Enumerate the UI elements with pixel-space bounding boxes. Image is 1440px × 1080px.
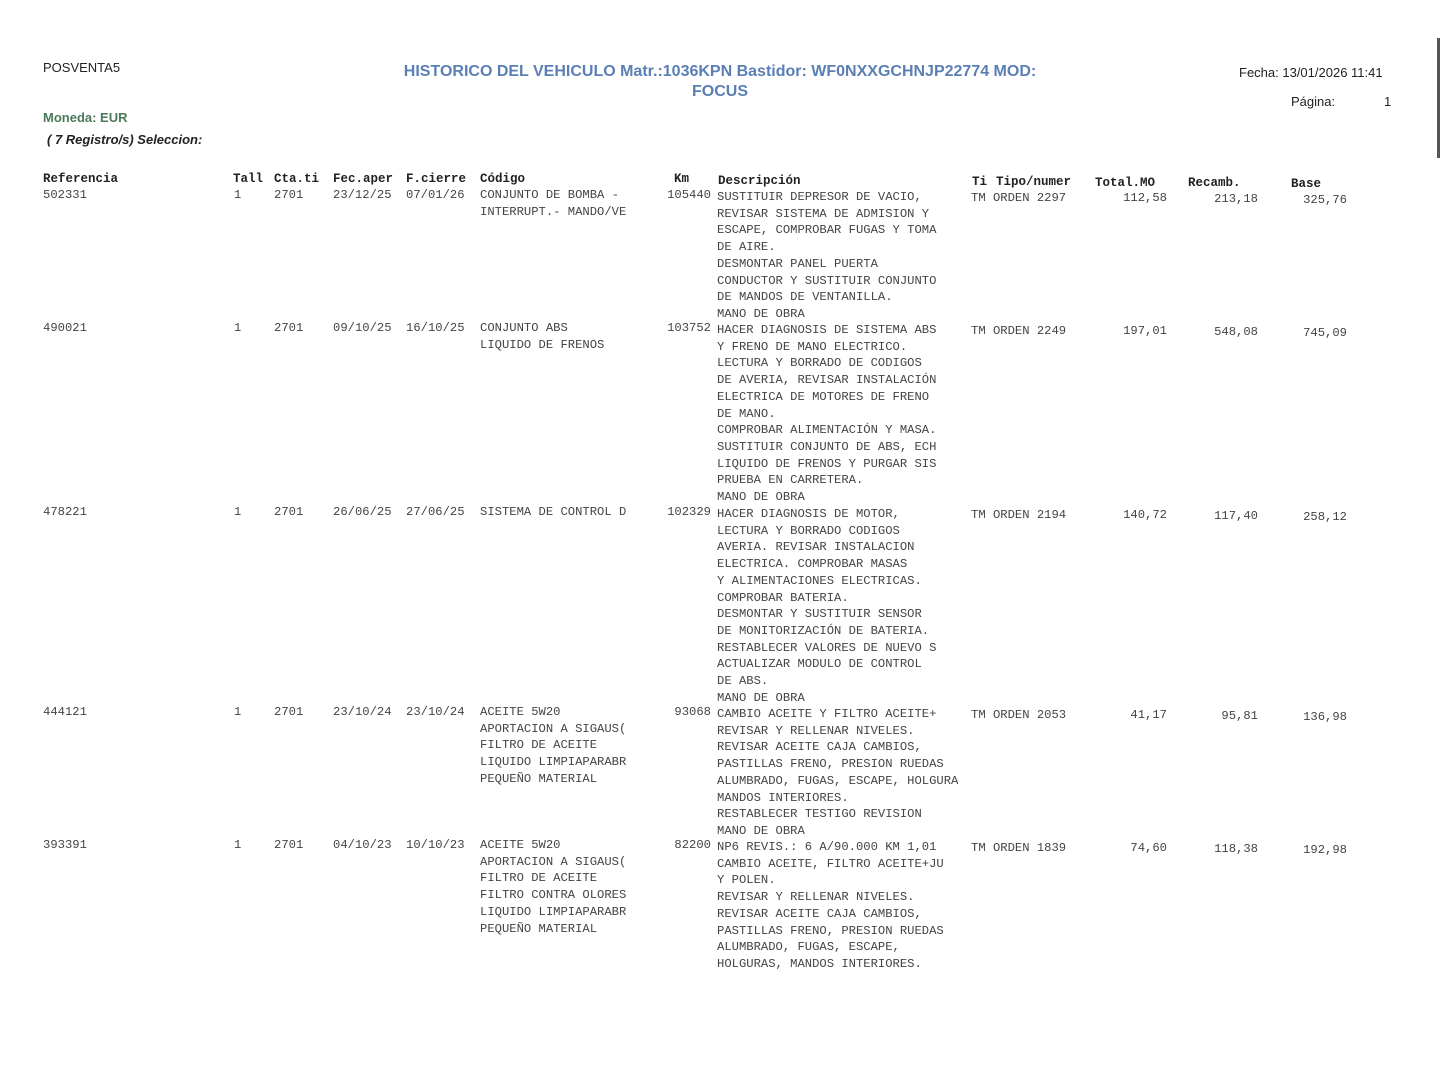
cell-descripcion-line: Y POLEN. [717, 873, 776, 888]
col-header-descripcion: Descripción [718, 174, 801, 188]
cell-descripcion-line: MANO DE OBRA [717, 490, 805, 504]
cell-referencia: 393391 [43, 838, 87, 852]
cell-ctati: 2701 [274, 505, 304, 519]
cell-descripcion-line: CONDUCTOR Y SUSTITUIR CONJUNTO [717, 273, 937, 288]
cell-descripcion-line: REVISAR ACEITE CAJA CAMBIOS, [717, 906, 922, 921]
cell-descripcion-line: ESCAPE, COMPROBAR FUGAS Y TOMA [717, 223, 937, 238]
cell-descripcion-line: RESTABLECER TESTIGO REVISION [717, 807, 922, 822]
cell-descripcion-line: HOLGURAS, MANDOS INTERIORES. [717, 956, 922, 971]
cell-descripcion-line: CAMBIO ACEITE, FILTRO ACEITE+JU [717, 856, 944, 871]
cell-tall: 1 [234, 505, 242, 519]
col-header-km: Km [674, 172, 690, 186]
cell-base: 745,09 [1303, 326, 1347, 340]
cell-ctati: 2701 [274, 838, 304, 852]
cell-km: 105440 [667, 188, 711, 202]
cell-fcierre: 23/10/24 [406, 705, 465, 719]
cell-descripcion-line: MANO DE OBRA [717, 690, 805, 705]
cell-tall: 1 [234, 321, 242, 335]
cell-descripcion-line: MANO DE OBRA [717, 306, 805, 321]
cell-descripcion-line: AVERIA. REVISAR INSTALACION [717, 540, 915, 555]
cell-recamb: 95,81 [1221, 709, 1258, 723]
cell-codigo-line: SISTEMA DE CONTROL D [480, 505, 627, 519]
cell-tipo: TM ORDEN 2194 [971, 508, 1067, 522]
report-date: Fecha: 13/01/2026 11:41 [1239, 65, 1383, 80]
cell-codigo-line: LIQUIDO LIMPIAPARABR [480, 755, 627, 770]
cell-fcierre: 16/10/25 [406, 321, 465, 335]
cell-recamb: 548,08 [1214, 325, 1258, 339]
cell-descripcion-line: DE MANDOS DE VENTANILLA. [717, 290, 893, 305]
cell-descripcion-line: REVISAR Y RELLENAR NIVELES. [717, 890, 915, 905]
cell-referencia: 478221 [43, 505, 87, 519]
cell-codigo-line: CONJUNTO DE BOMBA - [480, 188, 619, 202]
cell-tall: 1 [234, 188, 242, 202]
cell-descripcion-line: ELECTRICA DE MOTORES DE FRENO [717, 389, 930, 404]
page-number: 1 [1384, 94, 1392, 109]
cell-tall: 1 [234, 838, 242, 852]
cell-descripcion-line: LECTURA Y BORRADO CODIGOS [717, 523, 900, 538]
cell-descripcion-line: PRUEBA EN CARRETERA. [717, 473, 864, 488]
cell-codigo-line: FILTRO CONTRA OLORES [480, 888, 627, 903]
col-header-tipo: Tipo/numer [996, 175, 1072, 189]
cell-recamb: 213,18 [1214, 192, 1258, 206]
cell-descripcion-line: CAMBIO ACEITE Y FILTRO ACEITE+ [717, 707, 937, 721]
col-header-ti: Ti [972, 175, 988, 189]
cell-recamb: 118,38 [1214, 842, 1258, 856]
cell-descripcion-line: PASTILLAS FRENO, PRESION RUEDAS [717, 757, 944, 772]
col-header-ctati: Cta.ti [274, 172, 320, 186]
cell-base: 136,98 [1303, 710, 1347, 724]
cell-fcierre: 27/06/25 [406, 505, 465, 519]
cell-totalmo: 197,01 [1123, 324, 1167, 338]
cell-tipo: TM ORDEN 2249 [971, 324, 1067, 338]
cell-codigo-line: PEQUEÑO MATERIAL [480, 771, 598, 786]
cell-referencia: 502331 [43, 188, 87, 202]
cell-km: 82200 [674, 838, 711, 852]
cell-totalmo: 140,72 [1123, 508, 1167, 522]
report-title [360, 62, 1080, 102]
cell-codigo-line: ACEITE 5W20 [480, 705, 561, 719]
cell-km: 93068 [674, 705, 711, 719]
report-title-line2: FOCUS [692, 83, 748, 100]
cell-base: 325,76 [1303, 193, 1347, 207]
cell-fcierre: 07/01/26 [406, 188, 465, 202]
cell-descripcion-line: ELECTRICA. COMPROBAR MASAS [717, 557, 908, 572]
cell-km: 103752 [667, 321, 711, 335]
cell-codigo-line: CONJUNTO ABS [480, 321, 568, 335]
cell-totalmo: 74,60 [1130, 841, 1167, 855]
cell-descripcion-line: ALUMBRADO, FUGAS, ESCAPE, [717, 940, 900, 955]
cell-descripcion-line: DESMONTAR Y SUSTITUIR SENSOR [717, 607, 922, 622]
col-header-recamb: Recamb. [1188, 176, 1241, 190]
cell-codigo-line: ACEITE 5W20 [480, 838, 561, 852]
cell-descripcion-line: NP6 REVIS.: 6 A/90.000 KM 1,01 [717, 840, 937, 854]
cell-descripcion-line: MANDOS INTERIORES. [717, 790, 849, 805]
report-title-line1: HISTORICO DEL VEHICULO Matr.:1036KPN Bastidor: WF0NXXGCHNJP22774 MOD: [403, 63, 1037, 80]
page-label: Página: [1291, 94, 1336, 109]
cell-tipo: TM ORDEN 1839 [971, 841, 1067, 855]
cell-fecaper: 09/10/25 [333, 321, 392, 335]
cell-descripcion-line: REVISAR ACEITE CAJA CAMBIOS, [717, 740, 922, 755]
cell-descripcion-line: ALUMBRADO, FUGAS, ESCAPE, HOLGURA [717, 773, 959, 788]
cell-descripcion-line: LECTURA Y BORRADO DE CODIGOS [717, 356, 922, 371]
cell-codigo-line: LIQUIDO LIMPIAPARABR [480, 904, 627, 919]
cell-descripcion-line: RESTABLECER VALORES DE NUEVO S [717, 640, 937, 655]
cell-descripcion-line: HACER DIAGNOSIS DE MOTOR, [717, 507, 900, 521]
col-header-fcierre: F.cierre [406, 172, 467, 186]
cell-descripcion-line: PASTILLAS FRENO, PRESION RUEDAS [717, 923, 944, 938]
cell-descripcion-line: ACTUALIZAR MODULO DE CONTROL [717, 657, 922, 672]
cell-km: 102329 [667, 505, 711, 519]
cell-descripcion-line: DE AIRE. [717, 240, 776, 255]
cell-descripcion-line: MANO DE OBRA [717, 823, 805, 838]
cell-codigo-line: FILTRO DE ACEITE [480, 871, 598, 886]
cell-tipo: TM ORDEN 2297 [971, 191, 1067, 205]
cell-descripcion-line: Y FRENO DE MANO ELECTRICO. [717, 339, 908, 354]
cell-totalmo: 112,58 [1123, 191, 1167, 205]
cell-fecaper: 04/10/23 [333, 838, 392, 852]
cell-descripcion-line: HACER DIAGNOSIS DE SISTEMA ABS [717, 323, 937, 337]
currency-label: Moneda: EUR [43, 110, 128, 125]
cell-descripcion-line: REVISAR SISTEMA DE ADMISION Y [717, 206, 930, 221]
records-count: ( 7 Registro/s) Seleccion: [47, 132, 203, 147]
cell-descripcion-line: DE ABS. [717, 674, 769, 688]
cell-base: 258,12 [1303, 510, 1347, 524]
cell-descripcion-line: DESMONTAR PANEL PUERTA [717, 256, 878, 271]
cell-referencia: 490021 [43, 321, 87, 335]
cell-ctati: 2701 [274, 188, 304, 202]
cell-descripcion-line: SUSTITUIR CONJUNTO DE ABS, ECH [717, 439, 937, 454]
cell-codigo-line: INTERRUPT.- MANDO/VE [480, 204, 627, 219]
cell-descripcion-line: REVISAR Y RELLENAR NIVELES. [717, 723, 915, 738]
cell-codigo-line: PEQUEÑO MATERIAL [480, 921, 598, 936]
cell-tipo: TM ORDEN 2053 [971, 708, 1067, 722]
col-header-codigo: Código [480, 172, 526, 186]
cell-descripcion-line: DE AVERIA, REVISAR INSTALACIÓN [717, 373, 937, 388]
cell-descripcion-line: COMPROBAR BATERIA. [717, 590, 849, 605]
cell-descripcion-line: SUSTITUIR DEPRESOR DE VACIO, [717, 190, 922, 204]
col-header-referencia: Referencia [43, 172, 119, 186]
cell-ctati: 2701 [274, 705, 304, 719]
cell-referencia: 444121 [43, 705, 87, 719]
cell-tall: 1 [234, 705, 242, 719]
company-name: POSVENTA5 [43, 60, 121, 75]
cell-base: 192,98 [1303, 843, 1347, 857]
cell-codigo-line: APORTACION A SIGAUS( [480, 721, 627, 736]
col-header-fecaper: Fec.aper [333, 172, 394, 186]
cell-descripcion-line: DE MONITORIZACIÓN DE BATERIA. [717, 623, 930, 638]
cell-codigo-line: FILTRO DE ACEITE [480, 738, 598, 753]
cell-descripcion-line: COMPROBAR ALIMENTACIÓN Y MASA. [717, 423, 937, 438]
cell-fecaper: 23/12/25 [333, 188, 392, 202]
cell-fcierre: 10/10/23 [406, 838, 465, 852]
cell-codigo-line: LIQUIDO DE FRENOS [480, 337, 605, 352]
cell-descripcion-line: DE MANO. [717, 406, 776, 421]
cell-codigo-line: APORTACION A SIGAUS( [480, 854, 627, 869]
cell-fecaper: 26/06/25 [333, 505, 392, 519]
col-header-base: Base [1291, 177, 1322, 191]
cell-totalmo: 41,17 [1130, 708, 1167, 722]
cell-descripcion-line: LIQUIDO DE FRENOS Y PURGAR SIS [717, 456, 937, 471]
cell-recamb: 117,40 [1214, 509, 1258, 523]
cell-fecaper: 23/10/24 [333, 705, 392, 719]
col-header-tall: Tall [233, 172, 264, 186]
col-header-totalmo: Total.MO [1095, 176, 1156, 190]
cell-ctati: 2701 [274, 321, 304, 335]
cell-descripcion-line: Y ALIMENTACIONES ELECTRICAS. [717, 573, 922, 588]
